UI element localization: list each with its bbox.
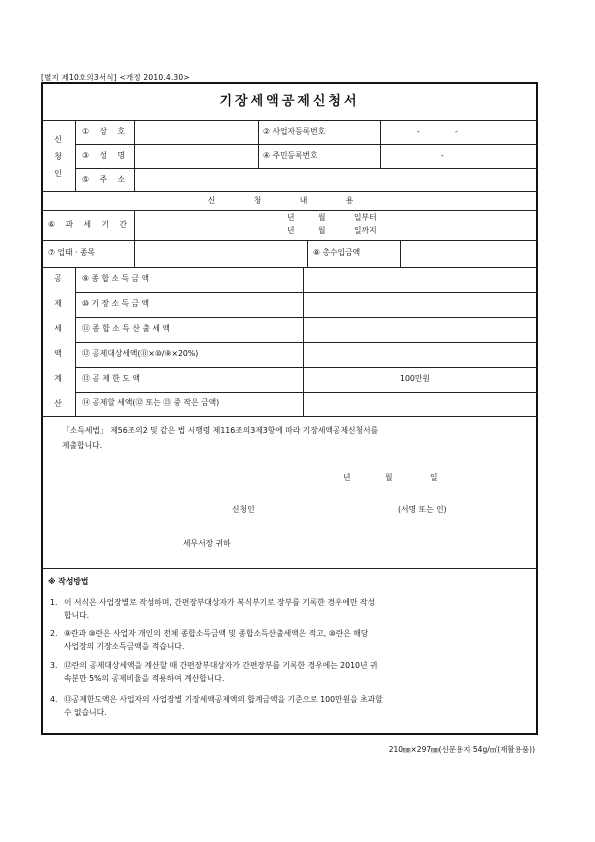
rule (75, 367, 538, 368)
total-income-amount-label: ⑨ 종 합 소 득 금 액 (82, 274, 150, 283)
calc-group-label: 공 (54, 274, 62, 283)
calc-group-label: 액 (54, 349, 62, 358)
tax-to-deduct-label: ⑭ 공제할 세액(⑫ 또는 ⑬ 중 작은 금액) (82, 398, 220, 407)
resident-no-label: ④ 주민등록번호 (263, 151, 318, 160)
applicant-group-label: 청 (54, 152, 62, 161)
instruction-item (50, 627, 526, 653)
rule (75, 168, 538, 169)
applicant-group-label: 인 (54, 169, 62, 178)
declaration-line: 「소득세법」 제56조의2 및 같은 법 시행령 제116조의3제3항에 따라 기장세액공제신청서를 (62, 426, 379, 435)
bookkeeping-income-label: ⑩ 기 장 소 득 금 액 (82, 299, 150, 308)
rule (41, 120, 538, 121)
biz-reg-no-dash: - (417, 127, 420, 136)
period-day-from: 일부터 (354, 213, 377, 222)
rule (400, 240, 401, 267)
instruction-line: ⑫란의 공제대상세액을 계산할 때 간편장부대상자가 간편장부를 기록한 경우에는 2010년 귀 (64, 661, 378, 670)
period-month: 월 (318, 213, 326, 222)
business-name-label: ① 상 호 (82, 127, 130, 136)
recipient: 세무서장 귀하 (183, 539, 231, 548)
form-reference: [별지 제10호의3서식] <개정 2010.4.30> (41, 73, 190, 82)
section-header: 신 청 내 용 (207, 196, 372, 205)
address-label: ⑤ 주 소 (82, 175, 130, 184)
instruction-line: ⑨란과 ⑩란은 사업자 개인의 전체 종합소득금액 및 종합소득산출세액은 적고, ⑩란은 해당 (64, 629, 369, 638)
rule (75, 267, 76, 416)
rule (303, 267, 304, 416)
rule (75, 342, 538, 343)
rule (41, 191, 538, 192)
instruction-item (50, 693, 526, 719)
rule (41, 568, 538, 569)
instruction-line: 합니다. (64, 611, 90, 620)
rule (41, 416, 538, 417)
instruction-line: 사업장의 기장소득금액을 적습니다. (64, 642, 185, 651)
form-title: 기장세액공제신청서 (219, 94, 360, 109)
instruction-number: 4. (50, 695, 58, 704)
biz-reg-no-dash: - (455, 127, 458, 136)
submit-month: 월 (385, 473, 393, 482)
rule (75, 120, 76, 191)
applicant-sign-label: 신청인 (232, 505, 255, 514)
declaration-line: 제출합니다. (62, 441, 103, 450)
applicant-group-label: 신 (54, 135, 62, 144)
total-income-label: ⑧ 총수입금액 (313, 248, 361, 257)
submit-year: 년 (343, 473, 351, 482)
deductible-tax-label: ⑫ 공제대상세액(⑪×⑩/⑨×20%) (82, 349, 199, 358)
submit-day: 일 (430, 473, 438, 482)
instruction-number: 1. (50, 598, 58, 607)
resident-no-dash: - (441, 151, 444, 160)
instruction-line: 속분만 5%의 공제비율을 적용하여 계산합니다. (64, 674, 225, 683)
calc-group-label: 계 (54, 374, 62, 383)
period-year: 년 (287, 213, 295, 222)
instruction-number: 3. (50, 661, 58, 670)
rule (75, 144, 538, 145)
rule (41, 267, 538, 268)
calc-group-label: 산 (54, 399, 62, 408)
rule (134, 120, 135, 191)
deduction-limit-label: ⑬ 공 제 한 도 액 (82, 374, 140, 383)
biz-reg-no-label: ② 사업자등록번호 (263, 127, 326, 136)
instruction-item (50, 659, 526, 685)
calc-group-label: 제 (54, 299, 62, 308)
rule (75, 292, 538, 293)
period-month: 월 (318, 226, 326, 235)
deduction-limit-value: 100만원 (400, 374, 430, 383)
rule (307, 240, 308, 267)
instructions-title: ※ 작성방법 (48, 577, 89, 586)
representative-label: ③ 성 명 (82, 151, 130, 160)
instruction-line: 이 서식은 사업장별로 작성하며, 간편장부대상자가 복식부기로 장부를 기록한 경우에만 작성 (64, 598, 375, 607)
rule (41, 240, 538, 241)
calculated-tax-label: ⑪ 종 합 소 득 산 출 세 액 (82, 324, 170, 333)
instruction-number: 2. (50, 629, 58, 638)
signature-placeholder: (서명 또는 인) (398, 505, 447, 514)
instruction-line: ⑬공제한도액은 사업자의 사업장별 기장세액공제액의 합계금액을 기준으로 100만원을 초과할 (64, 695, 383, 704)
tax-period-label: ⑥ 과 세 기 간 (48, 220, 132, 229)
rule (380, 120, 381, 168)
period-year: 년 (287, 226, 295, 235)
instruction-item (50, 596, 526, 622)
calc-group-label: 세 (54, 324, 62, 333)
rule (75, 317, 538, 318)
rule (75, 392, 538, 393)
business-type-label: ⑦ 업태 · 종목 (48, 248, 96, 257)
period-day-to: 일까지 (354, 226, 377, 235)
rule (134, 210, 135, 267)
paper-spec-footer: 210㎜×297㎜(신문용지 54g/㎡(재활용품)) (388, 745, 535, 754)
rule (41, 210, 538, 211)
rule (258, 120, 259, 168)
instruction-line: 수 없습니다. (64, 708, 107, 717)
